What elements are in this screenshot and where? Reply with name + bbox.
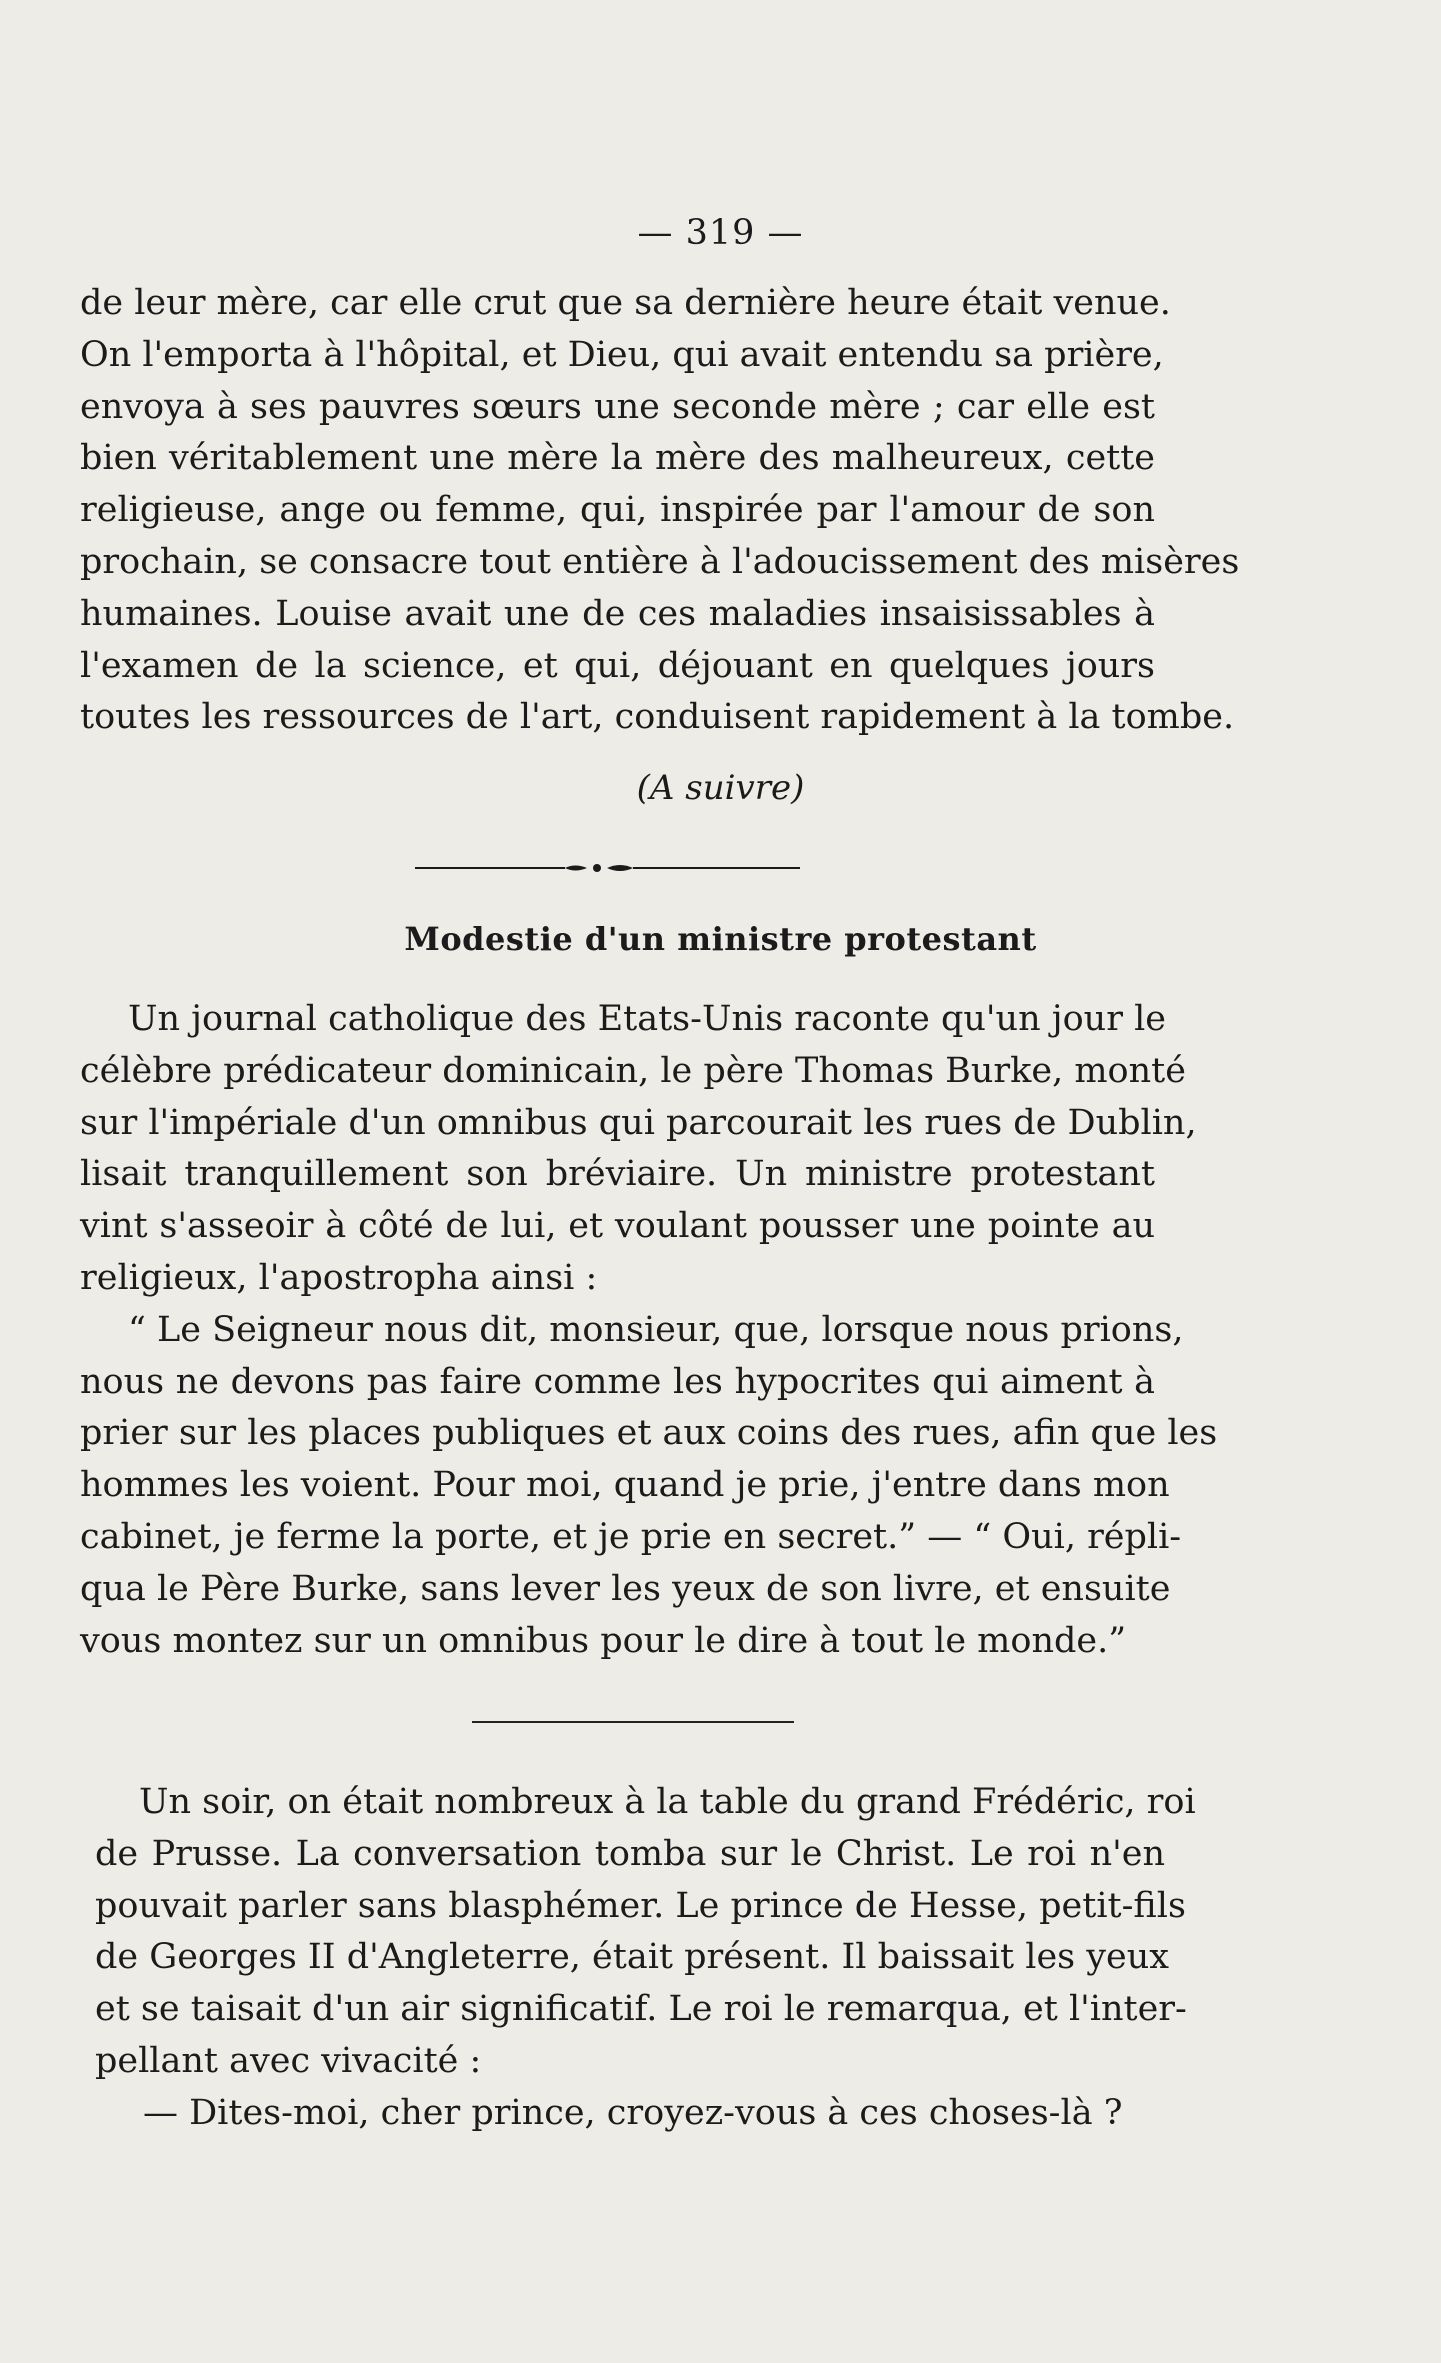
text-line: “ Le Seigneur nous dit, monsieur, que, lorsque nous prions, xyxy=(128,1309,1184,1350)
section-body xyxy=(80,994,1218,1667)
text-line: lisait tranquillement son bréviaire. Un ministre protestant xyxy=(80,1154,1155,1195)
text-line: vous montez sur un omnibus pour le dire à tout le monde.” xyxy=(80,1620,1127,1661)
bottom-paragraph-1 xyxy=(95,1777,1196,2088)
text-line: toutes les ressources de l'art, conduisent rapidement à la tombe. xyxy=(80,697,1235,738)
section-heading: Modestie d'un ministre protestant xyxy=(404,920,1037,958)
bottom-paragraph-2 xyxy=(95,2088,1165,2140)
text-line: Un soir, on était nombreux à la table du grand Frédéric, roi xyxy=(139,1782,1196,1822)
text-line: et se taisait d'un air significatif. Le roi le remarqua, et l'inter- xyxy=(95,1989,1187,2030)
section-paragraph-2 xyxy=(80,1305,1218,1668)
text-line: prochain, se consacre tout entière à l'adoucissement des misères xyxy=(80,541,1240,582)
bottom-body xyxy=(95,1777,1196,2140)
text-line: religieuse, ange ou femme, qui, inspirée par l'amour de son xyxy=(80,490,1155,531)
text-line: bien véritablement une mère la mère des malheureux, cette xyxy=(80,438,1155,479)
text-line: l'examen de la science, et qui, déjouant en quelques jours xyxy=(80,645,1155,686)
text-line: humaines. Louise avait une de ces maladies insaisissables à xyxy=(80,593,1155,634)
text-line: sur l'impériale d'un omnibus qui parcourait les rues de Dublin, xyxy=(80,1102,1197,1143)
text-line: On l'emporta à l'hôpital, et Dieu, qui avait entendu sa prière, xyxy=(80,334,1164,375)
text-line: qua le Père Burke, sans lever les yeux de son livre, et ensuite xyxy=(80,1568,1171,1609)
text-line: de leur mère, car elle crut que sa dernière heure était venue. xyxy=(80,283,1171,323)
text-line: — Dites-moi, cher prince, croyez-vous à ces choses-là ? xyxy=(143,2092,1123,2133)
text-line: pouvait parler sans blasphémer. Le prince de Hesse, petit-fils xyxy=(95,1885,1186,1926)
text-line: nous ne devons pas faire comme les hypocrites qui aiment à xyxy=(80,1361,1155,1402)
text-line: pellant avec vivacité : xyxy=(95,2040,482,2081)
page-number: — 319 — xyxy=(637,213,804,253)
fleuron-divider-icon xyxy=(415,862,800,874)
text-line: prier sur les places publiques et aux coins des rues, afin que les xyxy=(80,1413,1218,1454)
text-line: de Georges II d'Angleterre, était présent. Il baissait les yeux xyxy=(95,1937,1170,1978)
text-line: vint s'asseoir à côté de lui, et voulant pousser une pointe au xyxy=(80,1206,1155,1247)
horizontal-rule xyxy=(472,1721,794,1723)
text-line: hommes les voient. Pour moi, quand je prie, j'entre dans mon xyxy=(80,1465,1170,1506)
text-line: envoya à ses pauvres sœurs une seconde mère ; car elle est xyxy=(80,386,1155,427)
paragraph-top xyxy=(80,278,1240,744)
a-suivre-note: (A suivre) xyxy=(636,768,805,808)
section-paragraph-1 xyxy=(80,994,1197,1305)
text-line: célèbre prédicateur dominicain, le père Thomas Burke, monté xyxy=(80,1050,1186,1091)
text-line: cabinet, je ferme la porte, et je prie en secret.” — “ Oui, répli- xyxy=(80,1516,1182,1557)
text-line: Un journal catholique des Etats-Unis raconte qu'un jour le xyxy=(128,999,1166,1039)
text-line: religieux, l'apostropha ainsi : xyxy=(80,1257,598,1298)
text-line: de Prusse. La conversation tomba sur le Christ. Le roi n'en xyxy=(95,1833,1165,1874)
